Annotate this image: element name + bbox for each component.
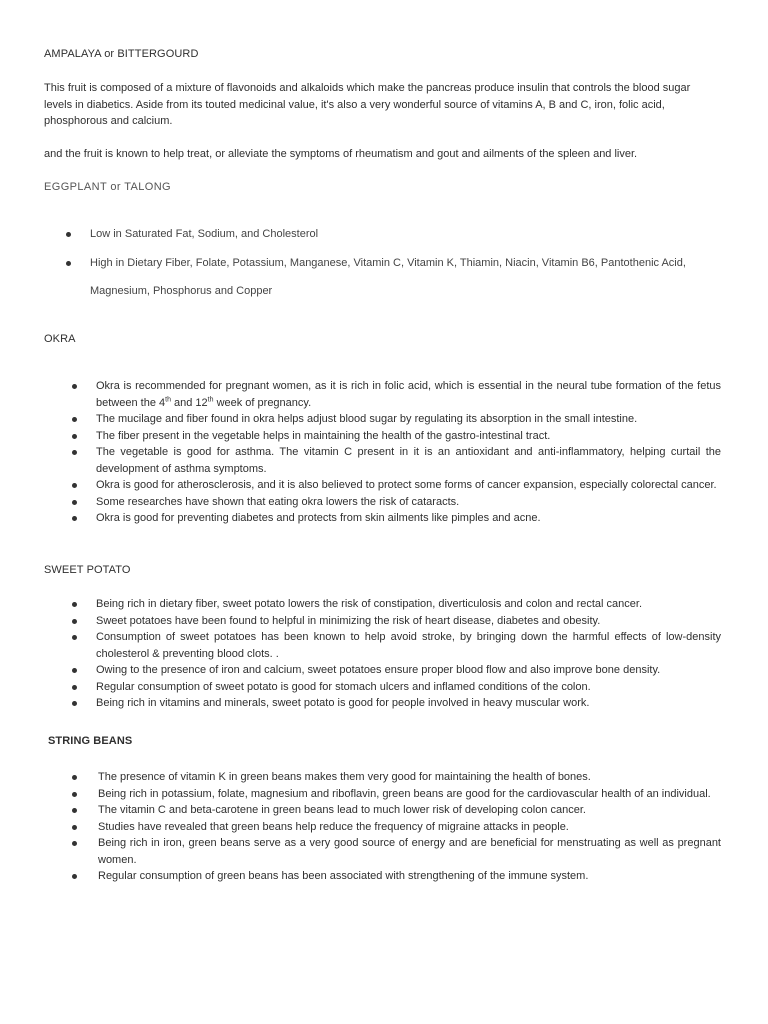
list-item-text: Being rich in vitamins and minerals, sweet potato is good for people involved in heavy muscular work. [96, 697, 590, 709]
list-item-text: Owing to the presence of iron and calcium, sweet potatoes ensure proper blood flow and also improve bone density. [96, 664, 661, 676]
list-item [72, 662, 721, 679]
list-item-text: Low in Saturated Fat, Sodium, and Cholesterol [90, 228, 319, 240]
okra-heading: OKRA [44, 333, 76, 345]
list-item-text: and 12 [170, 396, 208, 409]
list-item-text: Okra is good for atherosclerosis, and it is also believed to protect some forms of cancer expansion, especially colorectal cancer. [96, 479, 717, 491]
bullet-icon [72, 417, 77, 422]
superscript: th [165, 395, 171, 403]
sweet-potato-list [72, 596, 721, 712]
list-item-text: week of pregnancy. [213, 396, 312, 409]
bullet-icon [72, 685, 77, 690]
sweet-potato-heading: SWEET POTATO [44, 564, 131, 576]
bullet-icon [72, 668, 77, 673]
list-item [72, 613, 721, 630]
bullet-icon [72, 841, 77, 846]
list-item-text: High in Dietary Fiber, Folate, Potassium, Manganese, Vitamin C, Vitamin K, Thiamin, Niacin, Vitamin B6, Pantothenic Acid, [90, 257, 686, 269]
list-item-text: Studies have revealed that green beans help reduce the frequency of migraine attacks in people. [98, 820, 569, 833]
list-item-text: Being rich in dietary fiber, sweet potato lowers the risk of constipation, diverticulosis and colon and rectal cancer. [96, 598, 643, 610]
ampalaya-heading: AMPALAYA or BITTERGOURD [44, 48, 199, 60]
list-item-text: Sweet potatoes have been found to helpful in minimizing the risk of heart disease, diabetes and obesity. [96, 614, 601, 627]
bullet-icon [72, 450, 77, 455]
list-item [72, 629, 721, 662]
list-item-text: The vitamin C and beta-carotene in green beans lead to much lower risk of developing colon cancer. [98, 804, 586, 816]
list-item-text: The presence of vitamin K in green beans makes them very good for maintaining the health of bones. [98, 771, 591, 783]
list-item [72, 786, 721, 803]
list-item-text: Consumption of sweet potatoes has been known to help avoid stroke, by bringing down the harmful effects of low-density cholesterol & preventing blood clots. . [96, 631, 721, 660]
eggplant-heading: EGGPLANT or TALONG [44, 181, 172, 193]
bullet-icon [72, 808, 77, 813]
eggplant-list [66, 226, 726, 300]
list-item-text: Okra is recommended for pregnant women, as it is rich in folic acid, which is essential in the neural tube formation of the fetus between the 4 [96, 380, 721, 409]
list-item [72, 510, 721, 527]
list-item [72, 835, 721, 868]
bullet-icon [72, 825, 77, 830]
bullet-icon [72, 500, 77, 505]
list-item-text: Regular consumption of sweet potato is good for stomach ulcers and inflamed conditions of the colon. [96, 680, 591, 693]
list-item [72, 411, 721, 428]
list-item [72, 769, 721, 786]
bullet-icon [72, 483, 77, 488]
list-item-text: The mucilage and fiber found in okra helps adjust blood sugar by regulating its absorption in the small intestine. [96, 413, 638, 425]
list-item [72, 494, 721, 511]
list-item [72, 802, 721, 819]
list-item [72, 477, 721, 494]
bullet-icon [72, 874, 77, 879]
list-item-text: Regular consumption of green beans has been associated with strengthening of the immune system. [98, 870, 589, 882]
bullet-icon [66, 261, 71, 266]
superscript: th [207, 395, 214, 403]
bullet-icon [72, 775, 77, 780]
okra-list [72, 378, 721, 527]
list-item-text: Some researches have shown that eating okra lowers the risk of cataracts. [96, 495, 460, 508]
ampalaya-paragraph-2: and the fruit is known to help treat, or alleviate the symptoms of rheumatism and gout and ailments of the spleen and liver. [44, 148, 638, 160]
bullet-icon [72, 701, 77, 706]
list-item [66, 226, 726, 255]
list-item [72, 679, 721, 696]
list-item-text: The vegetable is good for asthma. The vitamin C present in it is an antioxidant and anti-inflammatory, helping curtail the development of asthma symptoms. [96, 446, 721, 475]
list-item-text: Magnesium, Phosphorus and Copper [90, 285, 273, 297]
string-beans-list [72, 769, 721, 885]
bullet-icon [72, 434, 77, 439]
list-item [72, 428, 721, 445]
list-item [72, 819, 721, 836]
bullet-icon [72, 635, 77, 640]
bullet-icon [72, 792, 77, 797]
list-item-text: Okra is good for preventing diabetes and protects from skin ailments like pimples and acne. [96, 512, 541, 524]
list-item-text: Being rich in potassium, folate, magnesium and riboflavin, green beans are good for the cardiovascular health of an individual. [98, 787, 711, 800]
list-item [66, 255, 726, 283]
list-item [72, 868, 721, 885]
bullet-icon [72, 516, 77, 521]
bullet-icon [72, 384, 77, 389]
string-beans-heading: STRING BEANS [48, 735, 133, 747]
ampalaya-paragraph-1: This fruit is composed of a mixture of flavonoids and alkaloids which make the pancreas produce insulin that controls the blood sugar levels in diabetics. Aside from its touted medicinal value, it's also a very wonderful source of vitamins A, B and C, iron, folic acid, phosphorous and calcium. [44, 82, 691, 127]
bullet-icon [72, 619, 77, 624]
list-item-continuation [66, 283, 726, 300]
list-item-text: The fiber present in the vegetable helps in maintaining the health of the gastro-intestinal tract. [96, 429, 551, 442]
list-item [72, 695, 721, 712]
list-item [72, 444, 721, 477]
list-item [72, 378, 721, 411]
list-item [72, 596, 721, 613]
bullet-icon [72, 602, 77, 607]
bullet-icon [66, 232, 71, 237]
list-item-text: Being rich in iron, green beans serve as a very good source of energy and are beneficial for menstruating as well as pregnant women. [98, 837, 721, 866]
